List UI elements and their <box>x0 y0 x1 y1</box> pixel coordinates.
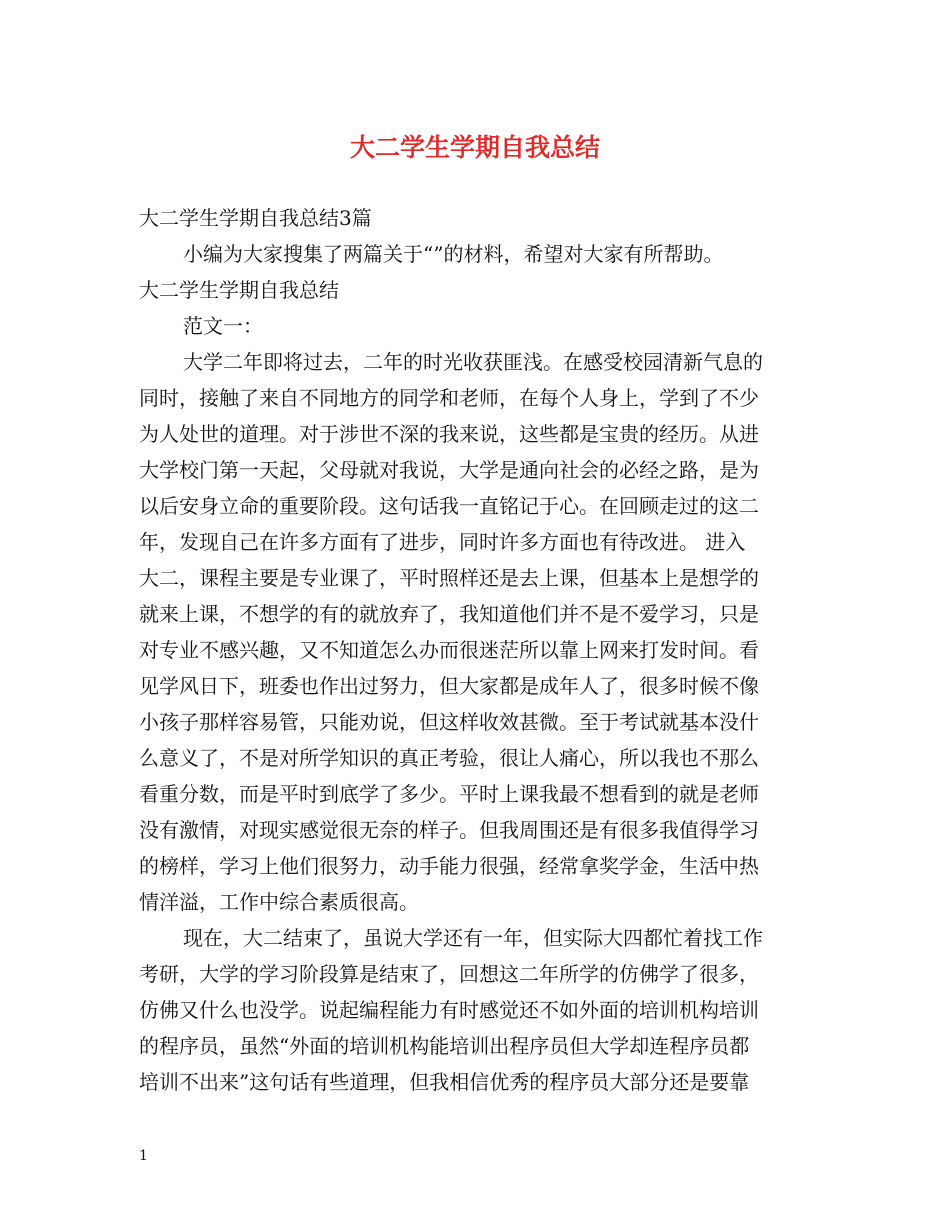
doc-paragraph-line: 以后安身立命的重要阶段。这句话我一直铭记于心。在回顾走过的这二 <box>139 494 759 518</box>
doc-paragraph-line: 小孩子那样容易管，只能劝说，但这样收效甚微。至于考试就基本没什 <box>139 710 759 734</box>
doc-paragraph-line: 培训不出来”这句话有些道理，但我相信优秀的程序员大部分还是要靠 <box>139 1070 750 1094</box>
doc-paragraph-line: 的程序员，虽然“外面的培训机构能培训出程序员但大学却连程序员都 <box>139 1034 750 1058</box>
doc-paragraph-line: 情洋溢，工作中综合素质很高。 <box>139 890 419 914</box>
doc-paragraph-line: 对专业不感兴趣，又不知道怎么办而很迷茫所以靠上网来打发时间。看 <box>139 638 759 662</box>
doc-paragraph-line: 见学风日下，班委也作出过努力，但大家都是成年人了，很多时候不像 <box>139 674 759 698</box>
doc-paragraph-line: 现在，大二结束了，虽说大学还有一年，但实际大四都忙着找工作 <box>183 926 763 950</box>
doc-paragraph-line: 没有激情，对现实感觉很无奈的样子。但我周围还是有很多我值得学习 <box>139 818 759 842</box>
doc-paragraph-line: 么意义了，不是对所学知识的真正考验，很让人痛心，所以我也不那么 <box>139 746 759 770</box>
doc-paragraph-line: 考研，大学的学习阶段算是结束了，回想这二年所学的仿佛学了很多， <box>139 962 759 986</box>
page-title: 大二学生学期自我总结 <box>349 133 600 162</box>
doc-subheading-line: 大二学生学期自我总结 <box>139 278 339 302</box>
doc-paragraph-line: 大学二年即将过去，二年的时光收获匪浅。在感受校园清新气息的 <box>183 350 763 374</box>
doc-paragraph-line: 的榜样，学习上他们很努力，动手能力很强，经常拿奖学金，生活中热 <box>139 854 759 878</box>
doc-paragraph-line: 为人处世的道理。对于涉世不深的我来说，这些都是宝贵的经历。从进 <box>139 422 759 446</box>
doc-sample-label: 范文一： <box>183 314 263 338</box>
doc-paragraph-line: 就来上课，不想学的有的就放弃了，我知道他们并不是不爱学习，只是 <box>139 602 759 626</box>
doc-paragraph-line: 大学校门第一天起，父母就对我说，大学是通向社会的必经之路，是为 <box>139 458 759 482</box>
document-body <box>139 200 814 1100</box>
doc-paragraph-line: 看重分数，而是平时到底学了多少。平时上课我最不想看到的就是老师 <box>139 782 759 806</box>
doc-paragraph-line: 仿佛又什么也没学。说起编程能力有时感觉还不如外面的培训机构培训 <box>139 998 759 1022</box>
doc-intro-line: 小编为大家搜集了两篇关于“”的材料，希望对大家有所帮助。 <box>183 242 724 266</box>
doc-heading-line: 大二学生学期自我总结3篇 <box>139 206 372 230</box>
doc-paragraph-line: 同时，接触了来自不同地方的同学和老师，在每个人身上，学到了不少 <box>139 386 759 410</box>
page-number: 1 <box>139 1148 148 1164</box>
doc-paragraph-line: 年，发现自己在许多方面有了进步，同时许多方面也有待改进。 进入 <box>139 530 746 554</box>
doc-paragraph-line: 大二，课程主要是专业课了，平时照样还是去上课，但基本上是想学的 <box>139 566 759 590</box>
